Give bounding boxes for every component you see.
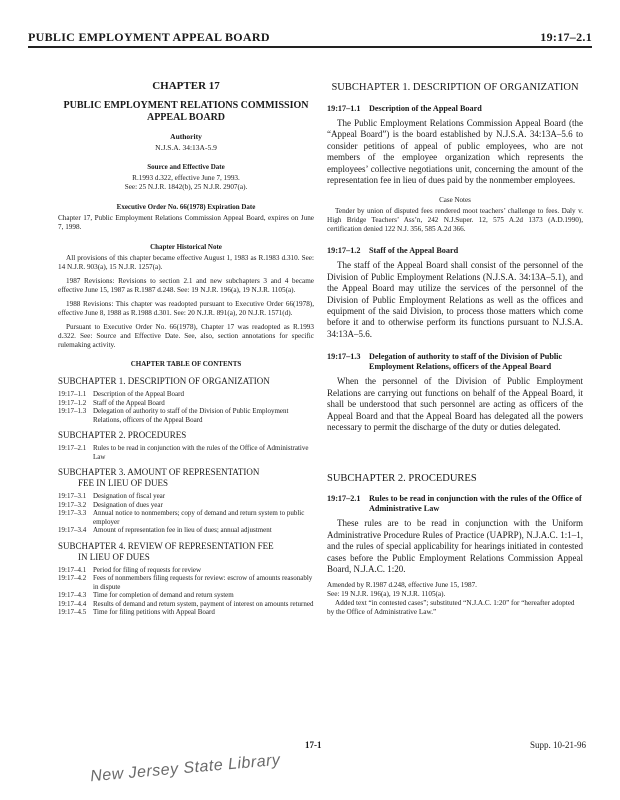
left-column	[58, 68, 314, 617]
section-title: Description of the Appeal Board	[369, 104, 482, 113]
source-line: R.1993 d.322, effective June 7, 1993.	[132, 174, 240, 182]
toc-entry-number: 19:17–4.4	[58, 599, 87, 608]
toc-entry	[58, 591, 314, 600]
library-stamp: New Jersey State Library	[89, 751, 282, 786]
amendment-note: Amended by R.1987 d.248, effective June 15, 1987.	[327, 581, 477, 590]
historical-note-para: All provisions of this chapter became effective August 1, 1983 as R.1983 d.310. See: 14 N.J.R. 903(a), 15 N.J.R. 1257(a).	[58, 254, 314, 271]
toc-entry-number: 19:17–4.5	[58, 608, 87, 616]
toc-entry	[58, 444, 314, 461]
toc-entry	[58, 566, 314, 575]
toc-subchapter-heading	[58, 376, 314, 387]
source-heading: Source and Effective Date	[147, 163, 225, 171]
toc-entry-number: 19:17–4.1	[58, 565, 87, 574]
toc-entry	[58, 574, 314, 591]
exec-order-text: Chapter 17, Public Employment Relations Commission Appeal Board, expires on June 7, 1998.	[58, 214, 314, 231]
right-column	[327, 68, 583, 617]
toc-subchapter-heading	[58, 541, 314, 563]
toc-entry-number: 19:17–4.3	[58, 591, 87, 599]
toc-subchapter-title: SUBCHAPTER 1. DESCRIPTION OF ORGANIZATION	[58, 376, 270, 386]
section-number: 19:17–1.1	[327, 104, 361, 113]
running-header	[28, 30, 592, 48]
toc-entry	[58, 509, 314, 526]
toc-entry-number: 19:17–1.2	[58, 398, 87, 407]
toc-subchapter-heading	[58, 467, 314, 489]
toc-entry-title: Time for completion of demand and return system	[93, 591, 234, 599]
section-number: 19:17–1.2	[327, 246, 361, 256]
historical-note-para: 1988 Revisions: This chapter was readopted pursuant to Executive Order 66(1978), effective June 8, 1988 as R.1988 d.301. See: 20 N.J.R. 891(a), 20 N.J.R. 1571(d).	[58, 300, 314, 317]
toc-entry-number: 19:17–3.3	[58, 509, 87, 517]
historical-note-para: Pursuant to Executive Order No. 66(1978), Chapter 17 was readopted as R.1993 d.322. See: Source and Effective Date. See, also, section annotations for specific rulemaking activity.	[58, 323, 314, 349]
toc-entry-number: 19:17–1.1	[58, 390, 87, 398]
toc-entry-title: Designation of fiscal year	[93, 492, 166, 500]
toc-subchapter-title: SUBCHAPTER 4. REVIEW OF REPRESENTATION FEE	[58, 540, 274, 551]
chapter-number: CHAPTER 17	[152, 80, 220, 92]
exec-order-heading: Executive Order No. 66(1978) Expiration Date	[116, 203, 256, 211]
toc-entry-number: 19:17–2.1	[58, 444, 87, 452]
supplement-date: Supp. 10-21-96	[530, 740, 586, 750]
section-title: Rules to be read in conjunction with the rules of the Office of Administrative Law	[369, 494, 582, 514]
toc-subchapter-heading	[58, 430, 314, 441]
table-of-contents	[58, 376, 314, 617]
toc-entry	[58, 600, 314, 609]
historical-note-heading: Chapter Historical Note	[150, 243, 222, 251]
section-title: Staff of the Appeal Board	[369, 246, 459, 256]
toc-subchapter-title-cont: FEE IN LIEU OF DUES	[78, 478, 168, 488]
subchapter-2-heading: SUBCHAPTER 2. PROCEDURES	[327, 473, 477, 485]
case-notes-text: Tender by union of disputed fees rendered moot teachers’ challenge to fees. Daly v. High Bridge Teachers’ Ass’n, 242 N.J.Super. 12, 575 A.2d 1373 (A.D.1990), certification denied 122 N.J. 356, 585 A.2d 366.	[327, 207, 583, 234]
section-heading	[327, 104, 583, 114]
toc-entry	[58, 526, 314, 535]
toc-entry	[58, 501, 314, 510]
page-number: 17-1	[305, 740, 322, 750]
toc-entry-number: 19:17–4.2	[58, 574, 87, 582]
toc-entry-title: Amount of representation fee in lieu of dues; annual adjustment	[93, 526, 272, 534]
toc-entry-number: 19:17–3.2	[58, 500, 87, 509]
amendment-note: Added text “in contested cases”; substituted “N.J.A.C. 1:20” for “hereafter adopted by the Office of Administrative Law.”	[327, 598, 575, 616]
section-number: 19:17–2.1	[327, 494, 361, 504]
toc-entry-title: Staff of the Appeal Board	[93, 398, 165, 407]
authority-heading: Authority	[170, 132, 202, 141]
toc-entry-number: 19:17–1.3	[58, 407, 87, 415]
section-body: These rules are to be read in conjunction with the Uniform Administrative Procedure Rules of Practice (UAPRP), N.J.A.C. 1:1–1, and the rules of special applicability for hearings initiated in contested cases before the Public Employment Relations Commission Appeal Board, N.J.A.C. 1:20.	[327, 518, 583, 574]
toc-entry-title: Results of demand and return system, payment of interest on amounts returned	[93, 599, 314, 608]
toc-entry	[58, 608, 314, 617]
toc-entry-title: Time for filing petitions with Appeal Board	[93, 608, 215, 616]
toc-entry	[58, 399, 314, 408]
section-body: When the personnel of the Division of Public Employment Relations are carrying out functions on behalf of the Appeal Board, it shall be understood that such personnel are acting as officers of the Appeal Board and that the Appeal Board has delegated all the powers necessary to permit the discharge of the duty or duties delegated.	[327, 376, 583, 432]
toc-entry-title: Period for filing of requests for review	[93, 565, 202, 574]
section-heading	[327, 494, 583, 514]
toc-entry-number: 19:17–3.1	[58, 492, 87, 500]
toc-subchapter-title: SUBCHAPTER 3. AMOUNT OF REPRESENTATION	[58, 467, 260, 477]
toc-entry-title: Designation of dues year	[93, 500, 163, 509]
toc-subchapter-title-cont: IN LIEU OF DUES	[78, 551, 150, 562]
chapter-title: PUBLIC EMPLOYMENT RELATIONS COMMISSION APPEAL BOARD	[63, 100, 309, 123]
toc-entry-title: Delegation of authority to staff of the Division of Public Employment Relations, officers of the Appeal Board	[93, 407, 289, 424]
toc-entry	[58, 390, 314, 399]
spacer	[327, 439, 583, 461]
section-title: Delegation of authority to staff of the Division of Public Employment Relations, officers of the Appeal Board	[369, 352, 563, 372]
section-heading	[327, 352, 583, 372]
section-body: The staff of the Appeal Board shall consist of the personnel of the Division of Public Employment Relations (N.J.S.A. 34:13A–5.1), and the Appeal Board may utilize the services of the personnel of the Division of Public Employment Relations as well as the offices and equipment of the said Division, to process those matters which come before it and to otherwise perform its functions pursuant to N.J.S.A. 34:13A–5.6.	[327, 260, 583, 339]
toc-entry-title: Rules to be read in conjunction with the rules of the Office of Administrative Law	[93, 444, 309, 461]
toc-entry-title: Fees of nonmembers filing requests for review: escrow of amounts reasonably in dispute	[93, 574, 313, 591]
toc-subchapter-title: SUBCHAPTER 2. PROCEDURES	[58, 430, 187, 440]
toc-entry-title: Description of the Appeal Board	[93, 390, 184, 398]
header-section-number: 19:17–2.1	[540, 30, 592, 44]
toc-heading: CHAPTER TABLE OF CONTENTS	[130, 360, 242, 368]
source-line: See: 25 N.J.R. 1842(b), 25 N.J.R. 2907(a).	[124, 183, 248, 191]
historical-note-para: 1987 Revisions: Revisions to section 2.1 and new subchapters 3 and 4 became effective June 15, 1987 as R.1987 d.248. See: 19 N.J.R. 196(a), 19 N.J.R. 1105(a).	[58, 277, 314, 294]
case-notes-heading: Case Notes	[439, 196, 471, 205]
section-body: The Public Employment Relations Commission Appeal Board (the “Appeal Board”) is the board established by N.J.S.A. 34:13A–5.6 to consider petitions of appeal of public employees, who are not members of the employee organization which represents the employees’ collective negotiations unit, concerning the amount of the representation fee in lieu of dues paid by the nonmember employees.	[327, 118, 583, 186]
subchapter-1-heading: SUBCHAPTER 1. DESCRIPTION OF ORGANIZATION	[331, 82, 579, 93]
toc-entry	[58, 492, 314, 501]
toc-entry-title: Annual notice to nonmembers; copy of demand and return system to public employer	[93, 509, 305, 526]
toc-entry-number: 19:17–3.4	[58, 526, 87, 534]
header-title: PUBLIC EMPLOYMENT APPEAL BOARD	[28, 30, 270, 44]
section-number: 19:17–1.3	[327, 352, 361, 362]
section-heading	[327, 246, 583, 256]
authority-text: N.J.S.A. 34:13A-5.9	[155, 143, 217, 152]
amendment-note: See: 19 N.J.R. 196(a), 19 N.J.R. 1105(a).	[327, 590, 446, 599]
toc-entry	[58, 407, 314, 424]
